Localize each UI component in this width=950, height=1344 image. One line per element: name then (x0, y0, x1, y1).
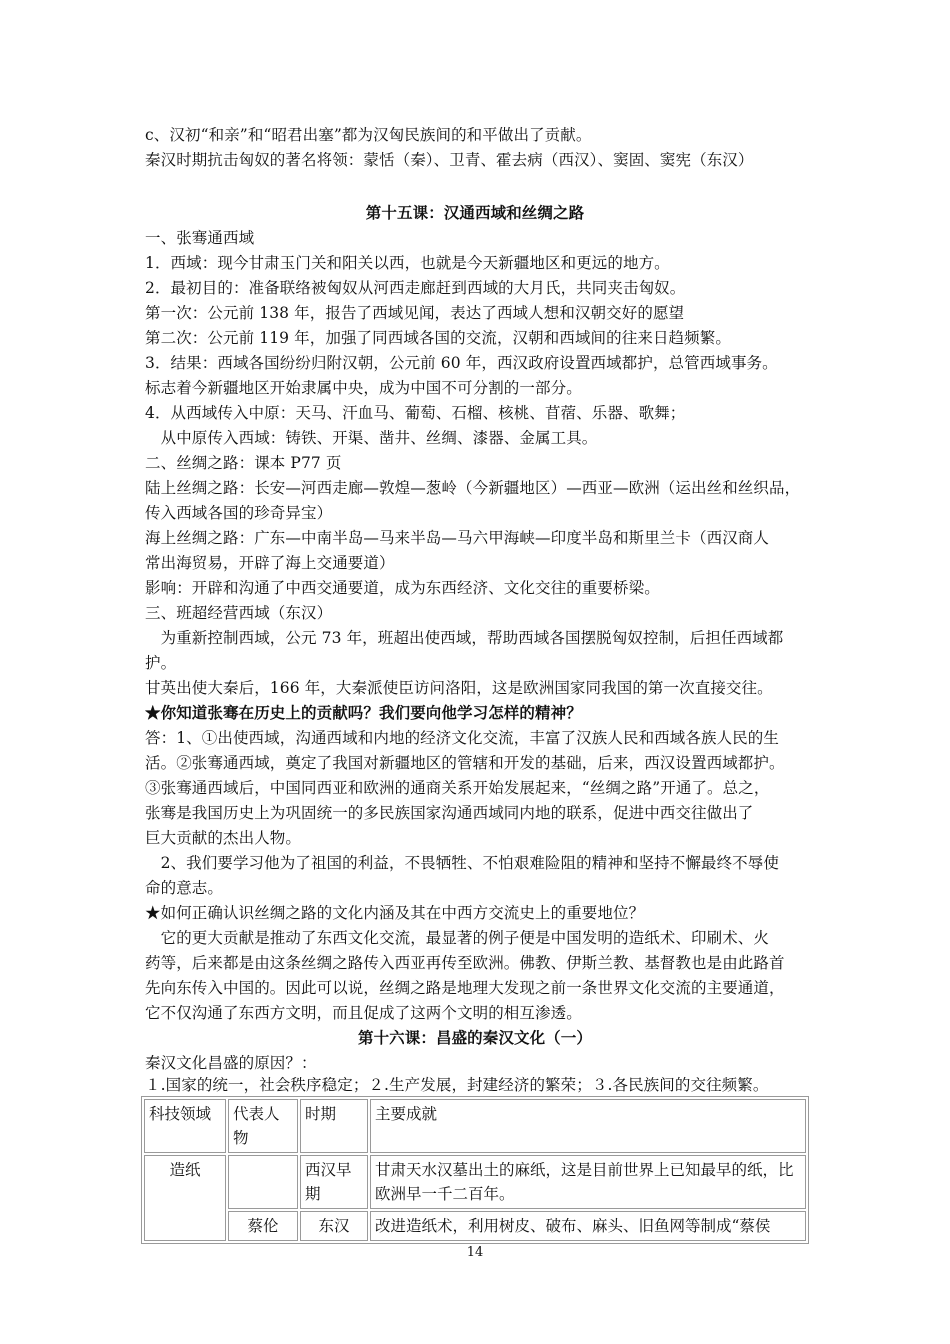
section-heading: 三、班超经营西域（东汉） (145, 604, 333, 622)
answer-line: 它不仅沟通了东西方文明，而且促成了这两个文明的相互渗透。 (145, 1004, 582, 1022)
text-line: 护。 (145, 654, 177, 672)
table-header: 科技领域 (144, 1099, 226, 1153)
lesson15-title: 第十五课：汉通西域和丝绸之路 (365, 203, 585, 222)
text-line: 第一次：公元前 138 年，报告了西域见闻，表达了西域人想和汉朝交好的愿望 (145, 304, 685, 322)
section-heading: 一、张骞通西域 (145, 229, 255, 247)
section-heading: 二、丝绸之路：课本 P77 页 (145, 454, 342, 472)
table-cell-achievement: 甘肃天水汉墓出土的麻纸，这是目前世界上已知最早的纸，比欧洲早一千二百年。 (370, 1155, 806, 1209)
science-achievements-table (141, 1096, 809, 1244)
text-line: 海上丝绸之路：广东—中南半岛—马来半岛—马六甲海峡—印度半岛和斯里兰卡（西汉商人 (145, 529, 770, 547)
table-header: 代表人物 (228, 1099, 298, 1153)
text-line: 秦汉时期抗击匈奴的著名将领：蒙恬（秦）、卫青、霍去病（西汉）、窦固、窦宪（东汉） (145, 151, 754, 169)
lesson16-title: 第十六课：昌盛的秦汉文化（一） (357, 1028, 592, 1047)
table-cell-field: 造纸 (144, 1155, 226, 1241)
answer-line: ③张骞通西域后，中国同西亚和欧洲的通商关系开始发展起来，“丝绸之路”开通了。总之， (145, 779, 770, 797)
table-cell-period: 东汉 (300, 1211, 368, 1241)
question-1: ★你知道张骞在历史上的贡献吗？我们要向他学习怎样的精神？ (145, 703, 582, 722)
text-line: 传入西域各国的珍奇异宝） (145, 504, 333, 522)
text-line: c、汉初“和亲”和“昭君出塞”都为汉匈民族间的和平做出了贡献。 (145, 126, 592, 144)
table-header: 时期 (300, 1099, 368, 1153)
table-row (144, 1155, 806, 1209)
text-line: 标志着今新疆地区开始隶属中央，成为中国不可分割的一部分。 (145, 379, 582, 397)
table-row (144, 1211, 806, 1241)
text-line: 从中原传入西域：铸铁、开渠、凿井、丝绸、漆器、金属工具。 (145, 429, 598, 447)
answer-line: 巨大贡献的杰出人物。 (145, 829, 302, 847)
text-line: 第二次：公元前 119 年，加强了同西域各国的交流，汉朝和西域间的往来日趋频繁。 (145, 329, 731, 347)
answer-line: 命的意志。 (145, 879, 224, 897)
text-line: 甘英出使大秦后，166 年，大秦派使臣访问洛阳，这是欧洲国家同我国的第一次直接交往。 (145, 679, 773, 697)
text-line: 秦汉文化昌盛的原因？： (145, 1054, 317, 1072)
answer-line: 2、我们要学习他为了祖国的利益，不畏牺牲、不怕艰难险阻的精神和坚持不懈最终不辱使 (145, 854, 779, 872)
text-line: 为重新控制西域，公元 73 年，班超出使西域，帮助西域各国摆脱匈奴控制，后担任西域都 (145, 629, 784, 647)
answer-line: 它的更大贡献是推动了东西文化交流，最显著的例子便是中国发明的造纸术、印刷术、火 (145, 929, 770, 947)
text-line: 陆上丝绸之路：长安—河西走廊—敦煌—葱岭（今新疆地区）—西亚—欧洲（运出丝和丝织品， (145, 479, 801, 497)
text-line: 1．西域：现今甘肃玉门关和阳关以西，也就是今天新疆地区和更远的地方。 (145, 254, 670, 272)
page-number: 14 (466, 1245, 484, 1260)
answer-line: 活。②张骞通西域，奠定了我国对新疆地区的管辖和开发的基础，后来，西汉设置西域都护。 (145, 754, 785, 772)
question-2: ★如何正确认识丝绸之路的文化内涵及其在中西方交流史上的重要地位？ (145, 904, 645, 922)
answer-line: 答：1、①出使西域，沟通西域和内地的经济文化交流，丰富了汉族人民和西域各族人民的生 (145, 729, 779, 747)
text-line: 常出海贸易，开辟了海上交通要道） (145, 554, 395, 572)
table-header: 主要成就 (370, 1099, 806, 1153)
text-line: 3．结果：西域各国纷纷归附汉朝，公元前 60 年，西汉政府设置西域都护，总管西域事务。 (145, 354, 778, 372)
text-line: １.国家的统一，社会秩序稳定；２.生产发展，封建经济的繁荣；３.各民族间的交往频繁。 (145, 1076, 769, 1094)
text-line: 4．从西域传入中原：天马、汗血马、葡萄、石榴、核桃、苜蓿、乐器、歌舞； (145, 404, 686, 422)
answer-line: 药等，后来都是由这条丝绸之路传入西亚再传至欧洲。佛教、伊斯兰教、基督教也是由此路首 (145, 954, 785, 972)
table-cell-person: 蔡伦 (228, 1211, 298, 1241)
answer-line: 张骞是我国历史上为巩固统一的多民族国家沟通西域同内地的联系，促进中西交往做出了 (145, 804, 754, 822)
text-line: 2．最初目的：准备联络被匈奴从河西走廊赶到西域的大月氏，共同夹击匈奴。 (145, 279, 686, 297)
table-header-row (144, 1099, 806, 1153)
answer-line: 先向东传入中国的。因此可以说，丝绸之路是地理大发现之前一条世界文化交流的主要通道， (145, 979, 785, 997)
text-line: 影响：开辟和沟通了中西交通要道，成为东西经济、文化交往的重要桥梁。 (145, 579, 660, 597)
table-cell-achievement: 改进造纸术，利用树皮、破布、麻头、旧鱼网等制成“蔡侯 (370, 1211, 806, 1241)
table-cell-person (228, 1155, 298, 1209)
table-cell-period: 西汉早期 (300, 1155, 368, 1209)
